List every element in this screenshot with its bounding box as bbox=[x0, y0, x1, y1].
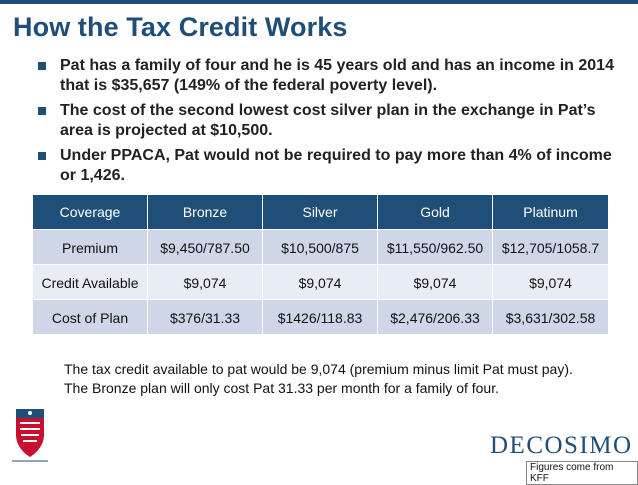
table-cell: $12,705/1058.7 bbox=[493, 230, 609, 265]
bullet-item bbox=[38, 56, 618, 96]
header-coverage: Coverage bbox=[33, 195, 148, 230]
row-label-premium: Premium bbox=[33, 230, 148, 265]
decosimo-logo: DECOSIMO bbox=[490, 432, 633, 459]
table-cell: $9,450/787.50 bbox=[148, 230, 263, 265]
table-header-row bbox=[33, 195, 609, 230]
bullet-text: The cost of the second lowest cost silver plan in the exchange in Pat’s area is projected at $10,500. bbox=[60, 102, 596, 139]
header-gold: Gold bbox=[378, 195, 493, 230]
note-line: The Bronze plan will only cost Pat 31.33 per month for a family of four. bbox=[64, 380, 499, 396]
row-label-credit: Credit Available bbox=[33, 265, 148, 300]
bullet-text: Under PPACA, Pat would not be required to pay more than 4% of income or 1,426. bbox=[60, 147, 612, 184]
header-silver: Silver bbox=[263, 195, 378, 230]
table-cell: $10,500/875 bbox=[263, 230, 378, 265]
source-footnote: Figures come from KFF bbox=[526, 461, 638, 485]
bullet-marker-icon bbox=[38, 152, 46, 160]
bullet-marker-icon bbox=[38, 62, 46, 70]
note-line: The tax credit available to pat would be 9,074 (premium minus limit Pat must pay). bbox=[64, 361, 573, 377]
table-row bbox=[33, 265, 609, 300]
table-cell: $2,476/206.33 bbox=[378, 300, 493, 335]
table-cell: $3,631/302.58 bbox=[493, 300, 609, 335]
plan-cost-table bbox=[32, 194, 609, 335]
row-label-cost: Cost of Plan bbox=[33, 300, 148, 335]
table-cell: $9,074 bbox=[378, 265, 493, 300]
header-bronze: Bronze bbox=[148, 195, 263, 230]
table-cell: $9,074 bbox=[493, 265, 609, 300]
table-cell: $9,074 bbox=[148, 265, 263, 300]
table-row bbox=[33, 300, 609, 335]
header-platinum: Platinum bbox=[493, 195, 609, 230]
american-exchange-logo bbox=[8, 405, 52, 463]
explanation-note bbox=[64, 360, 584, 398]
bullet-list bbox=[38, 56, 618, 191]
table-cell: $9,074 bbox=[263, 265, 378, 300]
table-cell: $11,550/962.50 bbox=[378, 230, 493, 265]
bullet-item bbox=[38, 146, 618, 186]
bullet-text: Pat has a family of four and he is 45 years old and has an income in 2014 that is $35,657 (149% of the federal poverty level). bbox=[60, 57, 614, 94]
slide-title: How the Tax Credit Works bbox=[13, 12, 348, 42]
bullet-item bbox=[38, 101, 618, 141]
bullet-marker-icon bbox=[38, 107, 46, 115]
table-row bbox=[33, 230, 609, 265]
top-accent-bar bbox=[0, 0, 638, 4]
table-cell: $376/31.33 bbox=[148, 300, 263, 335]
table-cell: $1426/118.83 bbox=[263, 300, 378, 335]
